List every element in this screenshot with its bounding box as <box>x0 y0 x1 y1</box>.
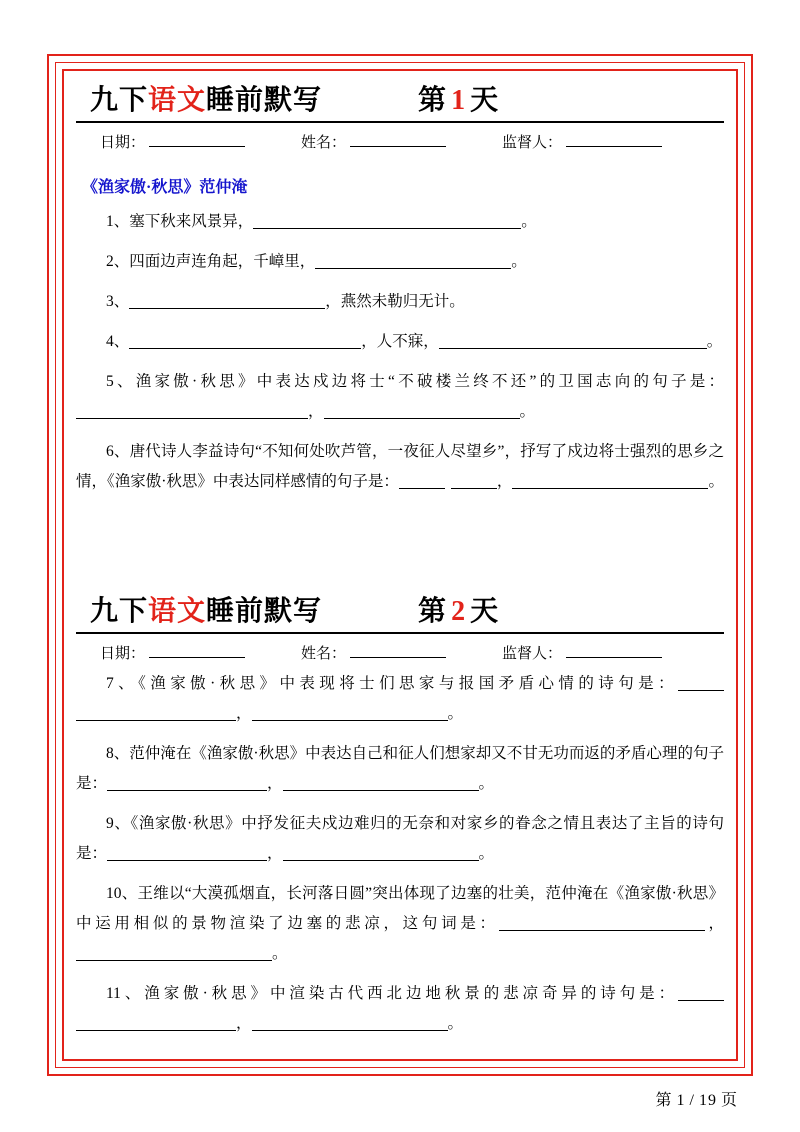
date-input-blank[interactable] <box>149 642 245 658</box>
question-11-blank-c[interactable] <box>252 1015 448 1031</box>
name-field <box>301 131 446 152</box>
question-9-period: 。 <box>478 845 495 862</box>
question-1 <box>76 207 724 237</box>
date-field <box>100 131 245 152</box>
question-5-period: 。 <box>519 403 536 420</box>
question-11-blank-b[interactable] <box>76 1015 236 1031</box>
question-8-blank-a[interactable] <box>107 775 267 791</box>
page-footer <box>656 1087 738 1110</box>
title-part2: 睡前默写 <box>206 596 323 627</box>
question-11-blank-a[interactable] <box>678 985 724 1001</box>
question-7 <box>76 669 724 729</box>
question-1-period: 。 <box>521 213 537 230</box>
worksheet-title-day1 <box>76 78 724 118</box>
question-6-blank-c[interactable] <box>512 473 708 489</box>
question-11-comma: ， <box>236 1015 252 1032</box>
question-9-comma: ， <box>267 845 283 862</box>
question-3 <box>76 287 724 317</box>
supervisor-input-blank[interactable] <box>566 131 662 147</box>
meta-row-day2 <box>76 642 724 663</box>
footer-current-page: 1 <box>676 1092 686 1109</box>
question-8-blank-b[interactable] <box>283 775 479 791</box>
question-10-blank-a[interactable] <box>499 915 545 931</box>
question-6 <box>76 437 724 497</box>
exercise-block-day2 <box>76 589 724 1039</box>
title-part2: 睡前默写 <box>206 85 323 116</box>
question-10-blank-b[interactable] <box>545 915 705 931</box>
footer-total-pages: 19 <box>698 1092 717 1109</box>
worksheet-title-day2 <box>76 589 724 629</box>
question-2-blank[interactable] <box>315 253 511 269</box>
question-6-period: 。 <box>708 473 724 490</box>
question-3-blank[interactable] <box>129 293 325 309</box>
question-6-text: 6、唐代诗人李益诗句“不知何处吹芦管，一夜征人尽望乡”，抒写了戍边将士强烈的思乡之情，《渔家傲·秋思》中表达同样感情的句子是： <box>76 443 724 490</box>
supervisor-field <box>502 642 662 663</box>
question-2-text: 2、四面边声连角起，千嶂里， <box>106 253 316 270</box>
question-2-period: 。 <box>511 253 527 270</box>
footer-prefix: 第 <box>655 1092 673 1109</box>
question-5-blank-a[interactable] <box>76 403 308 419</box>
day-suffix: 天 <box>470 85 500 116</box>
supervisor-label: 监督人： <box>502 646 563 662</box>
title-part1: 九下 <box>90 596 149 627</box>
day-number: 1 <box>451 85 467 116</box>
day-suffix: 天 <box>470 596 500 627</box>
question-11-period: 。 <box>447 1015 464 1032</box>
question-1-text: 1、塞下秋来风景异， <box>106 213 254 230</box>
question-4-blank-b[interactable] <box>439 333 707 349</box>
question-10-blank-c[interactable] <box>76 945 272 961</box>
title-part1: 九下 <box>90 85 149 116</box>
question-5 <box>76 367 724 427</box>
question-2 <box>76 247 724 277</box>
question-7-blank-a[interactable] <box>678 675 724 691</box>
question-5-text: 5、渔家傲·秋思》中表达戍边将士“不破楼兰终不还”的卫国志向的句子是： <box>106 373 724 390</box>
question-8 <box>76 739 724 799</box>
title-divider-day2 <box>76 632 724 634</box>
question-5-blank-b[interactable] <box>324 403 520 419</box>
question-6-blank-a[interactable] <box>399 473 445 489</box>
name-label: 姓名： <box>301 646 347 662</box>
date-field <box>100 642 245 663</box>
question-7-blank-c[interactable] <box>252 705 448 721</box>
day-prefix: 第 <box>418 596 448 627</box>
question-8-text: 8、范仲淹在《渔家傲·秋思》中表达自己和征人们想家却又不甘无功而返的矛盾心理的句子是： <box>76 745 724 792</box>
question-9-blank-a[interactable] <box>107 845 267 861</box>
question-6-blank-b[interactable] <box>451 473 497 489</box>
question-4 <box>76 327 724 357</box>
supervisor-label: 监督人： <box>502 135 563 151</box>
question-4-mid: ，人不寐， <box>361 333 439 350</box>
supervisor-field <box>502 131 662 152</box>
question-3-text: 3、 <box>106 293 130 310</box>
title-subject-highlight: 语文 <box>148 596 207 627</box>
name-label: 姓名： <box>301 135 347 151</box>
day-number: 2 <box>451 596 467 627</box>
title-day-label <box>418 78 499 118</box>
name-input-blank[interactable] <box>350 642 446 658</box>
question-9 <box>76 809 724 869</box>
title-divider-day1 <box>76 121 724 123</box>
question-3-tail: ，燕然未勒归无计。 <box>325 293 465 310</box>
question-11-text: 11、渔家傲·秋思》中渲染古代西北边地秋景的悲凉奇异的诗句是： <box>106 985 678 1002</box>
question-9-text: 9、《渔家傲·秋思》中抒发征夫戍边难归的无奈和对家乡的眷念之情且表达了主旨的诗句是： <box>76 815 724 862</box>
footer-separator: / <box>689 1092 695 1109</box>
title-day-label <box>418 589 499 629</box>
question-7-period: 。 <box>447 705 464 722</box>
question-10 <box>76 879 724 969</box>
question-8-comma: ， <box>267 775 283 792</box>
day-prefix: 第 <box>418 85 448 116</box>
meta-row-day1 <box>76 131 724 152</box>
question-10-comma: ， <box>704 915 724 932</box>
question-1-blank[interactable] <box>253 213 521 229</box>
question-4-period: 。 <box>706 333 723 350</box>
exercise-block-day1 <box>76 78 724 497</box>
title-subject-highlight: 语文 <box>148 85 207 116</box>
question-4-blank-a[interactable] <box>129 333 361 349</box>
poem-heading: 《渔家傲·秋思》范仲淹 <box>82 179 248 196</box>
supervisor-input-blank[interactable] <box>566 642 662 658</box>
question-7-blank-b[interactable] <box>76 705 236 721</box>
question-9-blank-b[interactable] <box>283 845 479 861</box>
question-5-comma: ， <box>308 403 324 420</box>
date-input-blank[interactable] <box>149 131 245 147</box>
question-6-comma: ， <box>496 473 513 490</box>
name-field <box>301 642 446 663</box>
page-content <box>76 78 724 1039</box>
question-10-text: 10、王维以“大漠孤烟直，长河落日圆”突出体现了边塞的壮美，范仲淹在《渔家傲·秋思》中运用相似的景物渲染了边塞的悲凉，这句词是： <box>76 885 724 932</box>
question-4-text: 4、 <box>106 333 130 350</box>
date-label: 日期： <box>100 646 146 662</box>
question-8-period: 。 <box>478 775 495 792</box>
question-11 <box>76 979 724 1039</box>
name-input-blank[interactable] <box>350 131 446 147</box>
question-7-comma: ， <box>236 705 252 722</box>
footer-suffix: 页 <box>720 1092 738 1109</box>
question-10-period: 。 <box>272 945 288 962</box>
date-label: 日期： <box>100 135 146 151</box>
question-7-text: 7、《渔家傲·秋思》中表现将士们思家与报国矛盾心情的诗句是： <box>106 675 678 692</box>
